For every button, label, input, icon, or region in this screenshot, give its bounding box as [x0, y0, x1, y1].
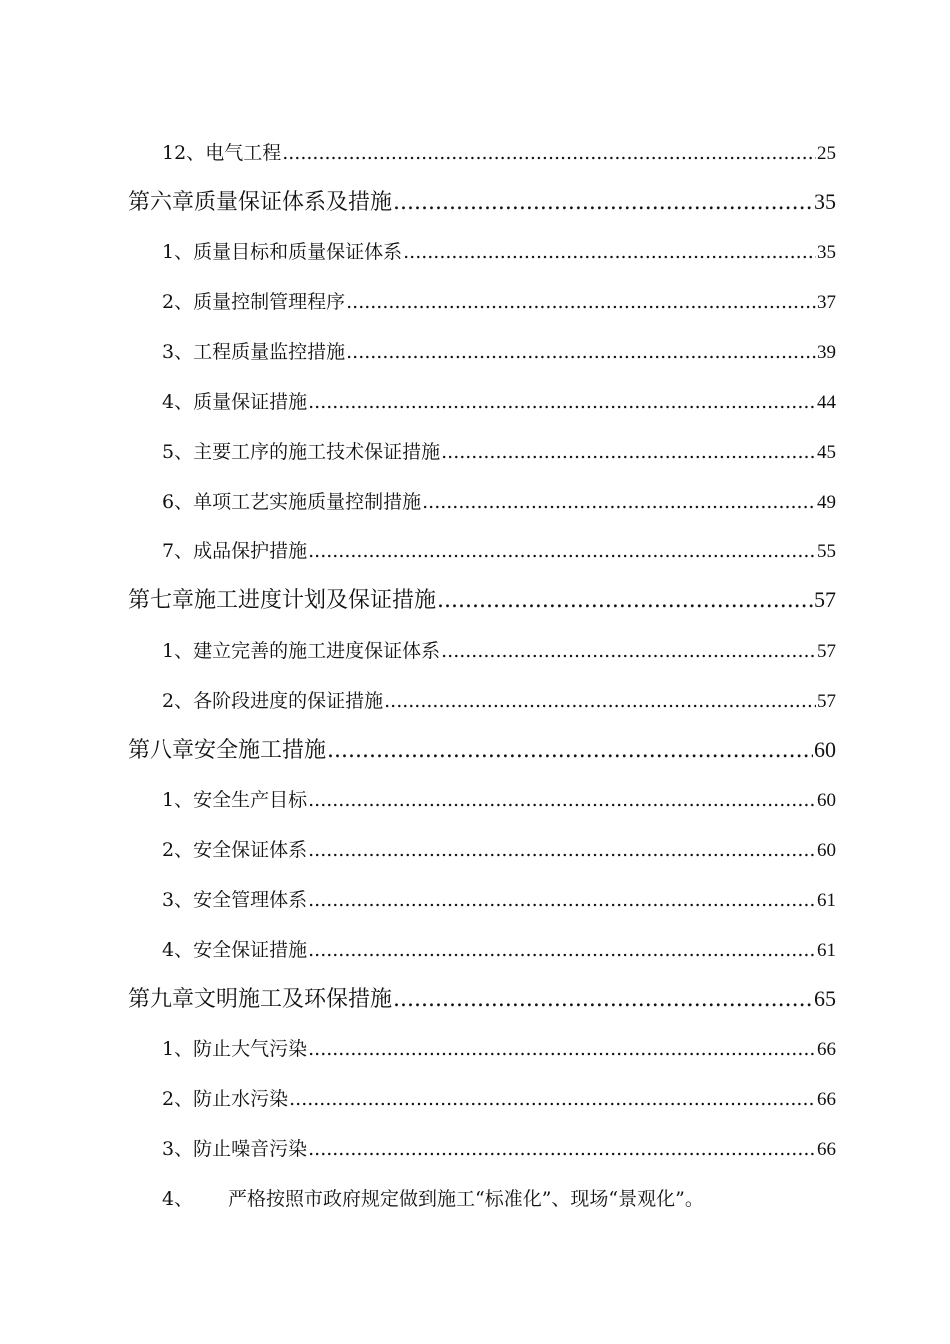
toc-chapter[interactable]: [128, 982, 836, 1013]
toc-leader: [308, 939, 816, 961]
toc-title: 严格按照市政府规定做到施工“标准化”、现场“景观化”。: [228, 1188, 704, 1210]
toc-leader: [422, 491, 816, 513]
toc-number: 第八章: [128, 738, 195, 763]
toc-number: 7、: [162, 540, 194, 562]
toc-leader: [393, 987, 813, 1012]
toc-leader: [282, 142, 816, 164]
toc-page: 66: [817, 1089, 836, 1110]
toc-number: 1、: [162, 1038, 194, 1060]
toc-leader: [441, 640, 816, 662]
toc-page: 55: [817, 541, 836, 562]
toc-number: 1、: [162, 640, 194, 662]
toc-entry[interactable]: [162, 387, 836, 414]
toc-page: 37: [817, 292, 836, 313]
toc-page: 65: [814, 986, 836, 1011]
toc-title: 安全保证体系: [193, 839, 308, 861]
toc-page: 66: [817, 1039, 836, 1060]
toc-number: 第六章: [128, 190, 195, 215]
toc-entry[interactable]: [162, 885, 836, 912]
toc-entry[interactable]: [162, 437, 836, 464]
toc-chapter[interactable]: [128, 583, 836, 614]
toc-page: 60: [814, 737, 836, 762]
toc-title: 各阶段进度的保证措施: [193, 690, 384, 712]
toc-entry[interactable]: [162, 835, 836, 862]
toc-leader: [308, 540, 816, 562]
toc-title: 防止水污染: [193, 1088, 289, 1110]
toc-title: 质量控制管理程序: [193, 291, 346, 313]
toc-number: 第九章: [128, 987, 195, 1012]
toc-page: 57: [817, 641, 836, 662]
toc-title: 主要工序的施工技术保证措施: [193, 441, 441, 463]
toc-entry[interactable]: [162, 487, 836, 514]
toc-number: 2、: [162, 839, 194, 861]
toc-page: 60: [817, 840, 836, 861]
toc-leader: [289, 1088, 816, 1110]
toc-entry[interactable]: [162, 337, 836, 364]
toc-number: 5、: [162, 441, 194, 463]
toc-leader: [441, 441, 816, 463]
toc-leader: [437, 588, 813, 613]
toc-leader: [308, 789, 816, 811]
toc-chapter[interactable]: [128, 185, 836, 216]
toc-title: 单项工艺实施质量控制措施: [193, 491, 422, 513]
toc-number: 3、: [162, 1138, 194, 1160]
toc-number: 2、: [162, 690, 194, 712]
toc-number: 12、: [162, 142, 206, 164]
toc-leader: [308, 1038, 816, 1060]
toc-number: 1、: [162, 789, 194, 811]
toc-title: 安全施工措施: [194, 738, 327, 763]
toc-title: 质量保证体系及措施: [194, 190, 393, 215]
toc-entry[interactable]: [162, 1134, 836, 1161]
toc-page: 45: [817, 442, 836, 463]
toc-entry[interactable]: [162, 1034, 836, 1061]
toc-page: 66: [817, 1139, 836, 1160]
toc-number: 4、: [162, 1188, 194, 1210]
toc-number: 第七章: [128, 588, 195, 613]
toc-number: 6、: [162, 491, 194, 513]
toc-title: 电气工程: [205, 142, 282, 164]
toc-title: 安全管理体系: [193, 889, 308, 911]
toc-leader: [393, 190, 813, 215]
toc-page: 61: [817, 940, 836, 961]
toc-page: 44: [817, 392, 836, 413]
toc-entry[interactable]: [162, 935, 836, 962]
toc-entry[interactable]: [162, 1084, 836, 1111]
toc-leader: [308, 391, 816, 413]
toc-title: 工程质量监控措施: [193, 341, 346, 363]
toc-number: 4、: [162, 391, 194, 413]
toc-leader: [308, 839, 816, 861]
toc-page: 35: [814, 189, 836, 214]
toc-number: 2、: [162, 1088, 194, 1110]
toc-title: 安全保证措施: [193, 939, 308, 961]
toc-number: 2、: [162, 291, 194, 313]
toc-entry[interactable]: [162, 536, 836, 563]
toc-entry[interactable]: [162, 237, 836, 264]
toc-title: 成品保护措施: [193, 540, 308, 562]
toc-number: 3、: [162, 889, 194, 911]
toc-title: 安全生产目标: [193, 789, 308, 811]
toc-number: 4、: [162, 939, 194, 961]
toc-page: 61: [817, 890, 836, 911]
toc-entry[interactable]: [162, 1184, 704, 1211]
toc-title: 防止大气污染: [193, 1038, 308, 1060]
toc-entry[interactable]: [162, 785, 836, 812]
toc-entry[interactable]: [162, 138, 836, 165]
toc-leader: [403, 241, 816, 263]
toc-number: 1、: [162, 241, 194, 263]
toc-title: 防止噪音污染: [193, 1138, 308, 1160]
toc-page: 25: [817, 143, 836, 164]
toc-title: 质量保证措施: [193, 391, 308, 413]
toc-page: 49: [817, 492, 836, 513]
toc-page: 39: [817, 342, 836, 363]
toc-title: 施工进度计划及保证措施: [194, 588, 437, 613]
toc-chapter[interactable]: [128, 733, 836, 764]
toc-entry[interactable]: [162, 686, 836, 713]
toc-page: 57: [814, 587, 836, 612]
toc-entry[interactable]: [162, 287, 836, 314]
toc-leader: [308, 1138, 816, 1160]
toc-leader: [327, 738, 813, 763]
toc-number: 3、: [162, 341, 194, 363]
toc-leader: [346, 291, 816, 313]
toc-page: 60: [817, 790, 836, 811]
toc-leader: [384, 690, 816, 712]
toc-title: 文明施工及环保措施: [194, 987, 393, 1012]
toc-page: 35: [817, 242, 836, 263]
toc-title: 质量目标和质量保证体系: [193, 241, 403, 263]
toc-title: 建立完善的施工进度保证体系: [193, 640, 441, 662]
toc-leader: [308, 889, 816, 911]
toc-page: 57: [817, 691, 836, 712]
toc-leader: [346, 341, 816, 363]
toc-entry[interactable]: [162, 636, 836, 663]
